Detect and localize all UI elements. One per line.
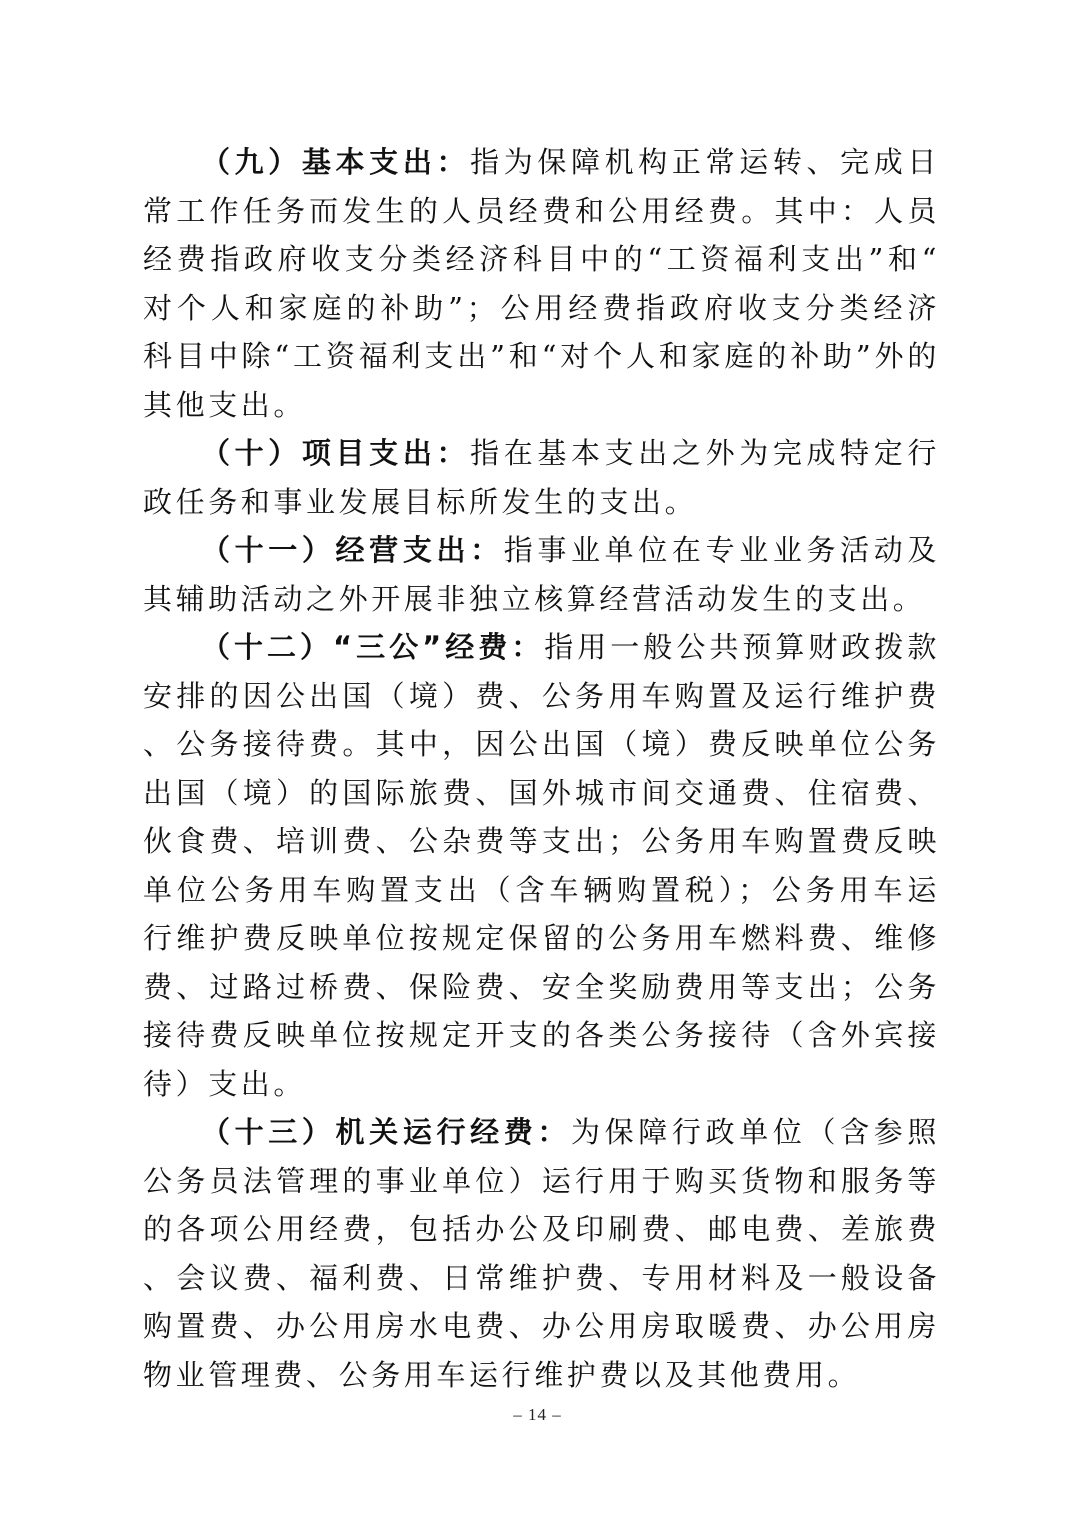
paragraph-three-public-funds bbox=[143, 623, 940, 1108]
term-three-public-funds: （十二）“三公”经费： bbox=[201, 630, 545, 664]
paragraph-basic-expenditure bbox=[143, 138, 940, 429]
definition-basic-expenditure: 指为保障机构正常运转、完成日常工作任务而发生的人员经费和公用经费。其中：人员经费指政府收支分类经济科目中的“工资福利支出”和“对个人和家庭的补助”；公用经费指政府收支分类经济科目中除“工资福利支出”和“对个人和家庭的补助”外的其他支出。 bbox=[143, 145, 940, 422]
term-agency-operating-funds: （十三）机关运行经费： bbox=[201, 1115, 572, 1149]
definition-three-public-funds: 指用一般公共预算财政拨款安排的因公出国（境）费、公务用车购置及运行维护费、公务接待费。其中，因公出国（境）费反映单位公务出国（境）的国际旅费、国外城市间交通费、住宿费、伙食费、培训费、公杂费等支出；公务用车购置费反映单位公务用车购置支出（含车辆购置税）；公务用车运行维护费反映单位按规定保留的公务用车燃料费、维修费、过路过桥费、保险费、安全奖励费用等支出；公务接待费反映单位按规定开支的各类公务接待（含外宾接待）支出。 bbox=[143, 630, 940, 1101]
document-body bbox=[143, 138, 940, 1399]
term-operating-expenditure: （十一）经营支出： bbox=[201, 533, 504, 567]
page-number: – 14 – bbox=[513, 1405, 562, 1424]
paragraph-agency-operating-funds bbox=[143, 1108, 940, 1399]
definition-project-expenditure: 指在基本支出之外为完成特定行政任务和事业发展目标所发生的支出。 bbox=[143, 436, 940, 519]
definition-operating-expenditure: 指事业单位在专业业务活动及其辅助活动之外开展非独立核算经营活动发生的支出。 bbox=[143, 533, 940, 616]
paragraph-operating-expenditure bbox=[143, 526, 940, 623]
paragraph-project-expenditure bbox=[143, 429, 940, 526]
term-project-expenditure: （十）项目支出： bbox=[201, 436, 471, 470]
definition-agency-operating-funds: 为保障行政单位（含参照公务员法管理的事业单位）运行用于购买货物和服务等的各项公用经费，包括办公及印刷费、邮电费、差旅费、会议费、福利费、日常维护费、专用材料及一般设备购置费、办公用房水电费、办公用房取暖费、办公用房物业管理费、公务用车运行维护费以及其他费用。 bbox=[143, 1115, 940, 1392]
term-basic-expenditure: （九）基本支出： bbox=[201, 145, 471, 179]
